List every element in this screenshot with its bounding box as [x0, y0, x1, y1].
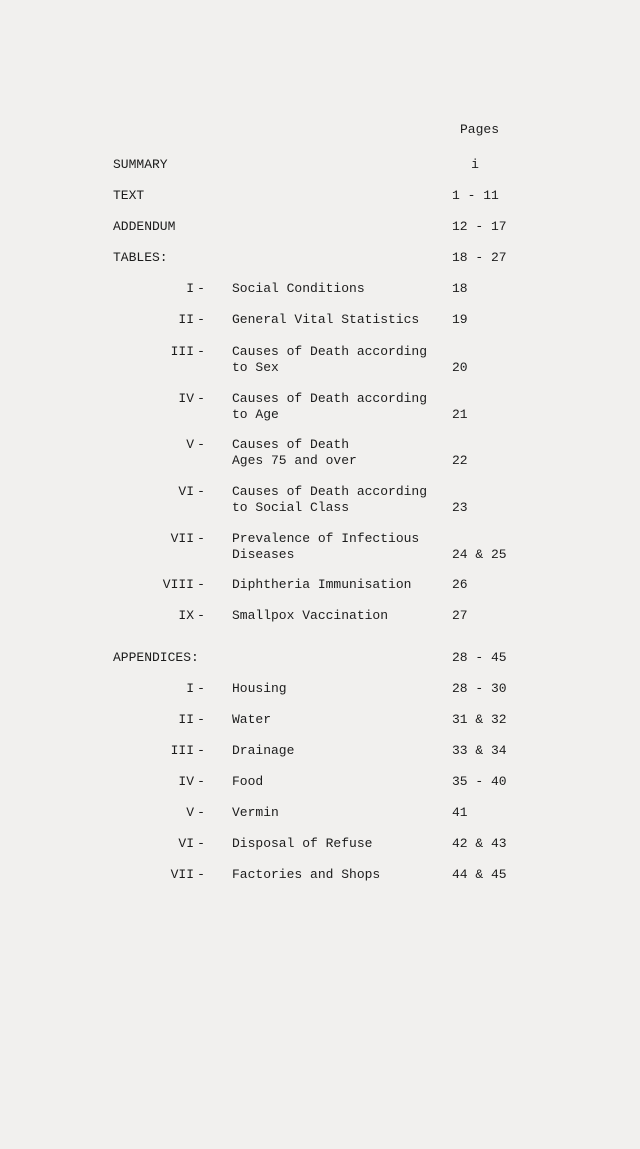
entry-pages: 24 & 25	[452, 547, 507, 562]
entry-dash: -	[197, 344, 205, 359]
entry-description-line: Social Conditions	[232, 281, 365, 296]
entry-description-line: Ages 75 and over	[232, 453, 357, 468]
entry-dash: -	[197, 281, 205, 296]
entry-pages: 27	[452, 608, 468, 623]
section-summary-pages: i	[471, 157, 479, 172]
entry-roman-numeral: V	[186, 805, 194, 820]
section-tables-pages: 18 - 27	[452, 250, 507, 265]
entry-description-line: Food	[232, 774, 264, 789]
entry-pages: 19	[452, 312, 468, 327]
entry-roman-numeral: I	[186, 281, 194, 296]
entry-description-line: Prevalence of Infectious	[232, 531, 420, 546]
entry-dash: -	[197, 391, 205, 406]
section-text-label: TEXT	[113, 188, 145, 203]
entry-description	[232, 531, 419, 563]
entry-roman-numeral: VI	[178, 484, 194, 499]
entry-description	[232, 312, 419, 328]
entry-pages: 33 & 34	[452, 743, 507, 758]
entry-dash: -	[197, 743, 205, 758]
entry-dash: -	[197, 712, 205, 727]
entry-roman-numeral: III	[170, 743, 194, 758]
entry-description-line: Causes of Death	[232, 437, 350, 452]
entry-number	[128, 391, 208, 407]
entry-roman-numeral: IV	[178, 774, 194, 789]
entry-dash: -	[197, 608, 205, 623]
entry-description	[232, 437, 357, 469]
entry-pages: 31 & 32	[452, 712, 507, 727]
entry-number	[128, 484, 208, 500]
entry-description-line: Disposal of Refuse	[232, 836, 373, 851]
entry-dash: -	[197, 681, 205, 696]
entry-description	[232, 836, 372, 852]
entry-roman-numeral: V	[186, 437, 194, 452]
entry-dash: -	[197, 312, 205, 327]
entry-description	[232, 484, 427, 516]
entry-number	[128, 681, 208, 697]
entry-description-line: to Social Class	[232, 500, 350, 515]
entry-roman-numeral: I	[186, 681, 194, 696]
entry-description	[232, 344, 427, 376]
entry-description-line: Causes of Death according	[232, 391, 428, 406]
entry-dash: -	[197, 577, 205, 592]
entry-description-line: Vermin	[232, 805, 279, 820]
section-text-pages: 1 - 11	[452, 188, 499, 203]
section-tables-label: TABLES:	[113, 250, 168, 265]
entry-description-line: Causes of Death according	[232, 484, 428, 499]
entry-description-line: to Age	[232, 407, 279, 422]
entry-description-line: Factories and Shops	[232, 867, 381, 882]
entry-dash: -	[197, 484, 205, 499]
entry-number	[128, 437, 208, 453]
entry-roman-numeral: VII	[170, 531, 194, 546]
section-addendum-pages: 12 - 17	[452, 219, 507, 234]
entry-number	[128, 281, 208, 297]
entry-description-line: Diseases	[232, 547, 295, 562]
entry-dash: -	[197, 805, 205, 820]
entry-dash: -	[197, 867, 205, 882]
entry-number	[128, 712, 208, 728]
entry-pages: 18	[452, 281, 468, 296]
section-appendices-label: APPENDICES:	[113, 650, 199, 665]
entry-description	[232, 577, 411, 593]
entry-description	[232, 712, 271, 728]
entry-roman-numeral: VIII	[162, 577, 194, 592]
entry-dash: -	[197, 836, 205, 851]
entry-description-line: Diphtheria Immunisation	[232, 577, 412, 592]
entry-pages: 28 - 30	[452, 681, 507, 696]
entry-pages: 41	[452, 805, 468, 820]
entry-roman-numeral: VI	[178, 836, 194, 851]
entry-description	[232, 391, 427, 423]
entry-description	[232, 774, 263, 790]
entry-number	[128, 312, 208, 328]
entry-number	[128, 743, 208, 759]
entry-description-line: to Sex	[232, 360, 279, 375]
entry-pages: 26	[452, 577, 468, 592]
entry-description-line: Water	[232, 712, 272, 727]
entry-dash: -	[197, 774, 205, 789]
entry-description	[232, 608, 388, 624]
entry-roman-numeral: IV	[178, 391, 194, 406]
entry-roman-numeral: IX	[178, 608, 194, 623]
section-appendices-pages: 28 - 45	[452, 650, 507, 665]
entry-pages: 23	[452, 500, 468, 515]
entry-pages: 22	[452, 453, 468, 468]
entry-number	[128, 805, 208, 821]
section-summary-label: SUMMARY	[113, 157, 168, 172]
entry-pages: 42 & 43	[452, 836, 507, 851]
entry-number	[128, 867, 208, 883]
entry-description-line: Drainage	[232, 743, 295, 758]
entry-description	[232, 743, 294, 759]
entry-number	[128, 577, 208, 593]
entry-dash: -	[197, 531, 205, 546]
entry-description	[232, 867, 380, 883]
entry-roman-numeral: II	[178, 312, 194, 327]
entry-dash: -	[197, 437, 205, 452]
entry-pages: 35 - 40	[452, 774, 507, 789]
entry-description-line: Smallpox Vaccination	[232, 608, 389, 623]
entry-description-line: General Vital Statistics	[232, 312, 420, 327]
entry-roman-numeral: II	[178, 712, 194, 727]
entry-roman-numeral: VII	[170, 867, 194, 882]
entry-pages: 20	[452, 360, 468, 375]
entry-number	[128, 608, 208, 624]
entry-description	[232, 681, 287, 697]
section-addendum-label: ADDENDUM	[113, 219, 176, 234]
entry-number	[128, 344, 208, 360]
entry-description	[232, 281, 365, 297]
pages-column-heading: Pages	[460, 122, 500, 137]
entry-description-line: Causes of Death according	[232, 344, 428, 359]
entry-number	[128, 774, 208, 790]
entry-description	[232, 805, 279, 821]
entry-number	[128, 531, 208, 547]
entry-pages: 21	[452, 407, 468, 422]
entry-description-line: Housing	[232, 681, 287, 696]
entry-number	[128, 836, 208, 852]
entry-pages: 44 & 45	[452, 867, 507, 882]
entry-roman-numeral: III	[170, 344, 194, 359]
